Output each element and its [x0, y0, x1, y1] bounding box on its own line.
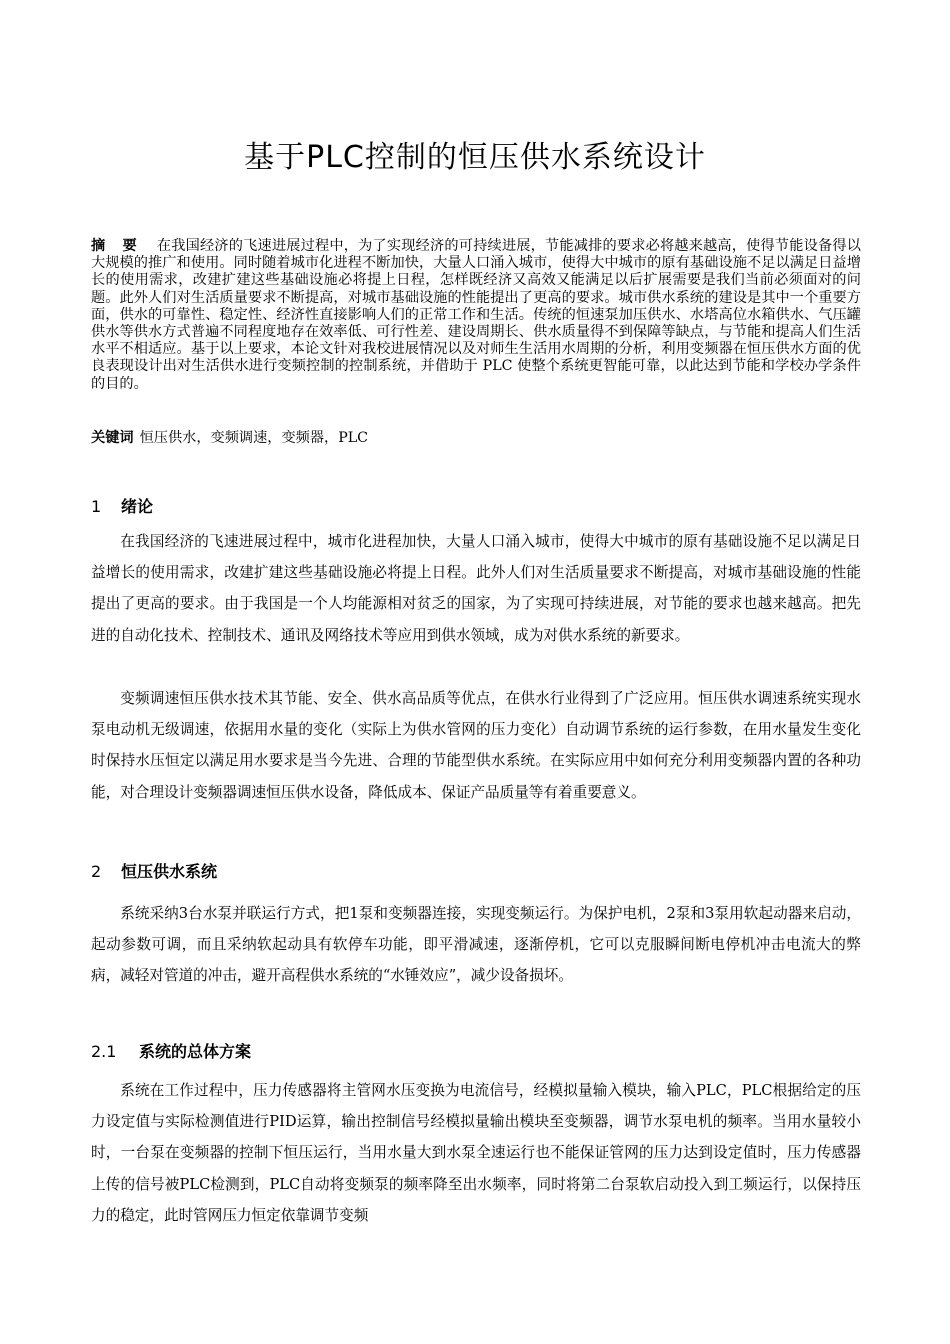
- section-1-paragraph-1: 在我国经济的飞速进展过程中，城市化进程加快，大量人口涌入城市，使得大中城市的原有基础设施不足以满足日益增长的使用需求，改建扩建这些基础设施必将提上日程。此外人们对生活质量要求不断提高，对城市基础设施的性能提出了更高的要求。由于我国是一个人均能源相对贫乏的国家，为了实现可持续进展，对节能的要求也越来越高。把先进的自动化技术、控制技术、通讯及网络技术等应用到供水领域，成为对供水系统的新要求。: [91, 533, 861, 644]
- keywords-text: 恒压供水，变频调速，变频器，PLC: [139, 430, 369, 446]
- section-2-1-heading: [91, 1039, 251, 1062]
- keywords: [91, 430, 861, 447]
- abstract-text: 在我国经济的飞速进展过程中，为了实现经济的可持续进展，节能减排的要求必将越来越高，使得节能设备得以大规模的推广和使用。同时随着城市化进程不断加快，大量人口涌入城市，使得大中城市的原有基础设施不足以满足日益增长的使用需求，改建扩建这些基础设施必将提上日程，怎样既经济又高效又能满足以后扩展需要是我们当前必须面对的问题。此外人们对生活质量要求不断提高，对城市基础设施的性能提出了更高的要求。城市供水系统的建设是其中一个重要方面，供水的可靠性、稳定性、经济性直接影响人们的正常工作和生活。传统的恒速泵加压供水、水塔高位水箱供水、气压罐供水等供水方式普遍不同程度地存在效率低、可行性差、建设周期长、供水质量得不到保障等缺点，与节能和提高人们生活水平不相适应。基于以上要求，本论文针对我校进展情况以及对师生生活用水周期的分析，利用变频器在恒压供水方面的优良表现设计出对生活供水进行变频控制的控制系统，并借助于 PLC 使整个系统更智能可靠，以此达到节能和学校办学条件的目的。: [91, 238, 861, 392]
- section-2-paragraph-1: 系统采纳3台水泵并联运行方式，把1泵和变频器连接，实现变频运行。为保护电机，2泵和3泵用软起动器来启动，起动参数可调，而且采纳软起动具有软停车功能，即平滑减速，逐渐停机，它可以克服瞬间断电停机冲击电流大的弊病，减轻对管道的冲击，避开高程供水系统的“水锤效应”，减少设备损坏。: [91, 905, 861, 985]
- section-2-number: 2: [91, 862, 102, 881]
- section-2-heading: [91, 859, 217, 882]
- document-title: 基于PLC控制的恒压供水系统设计: [244, 140, 706, 175]
- section-2-1-paragraph-1: 系统在工作过程中，压力传感器将主管网水压变换为电流信号，经模拟量输入模块，输入PLC，PLC根据给定的压力设定值与实际检测值进行PID运算，输出控制信号经模拟量输出模块至变频器，调节水泵电机的频率。当用水量较小时，一台泵在变频器的控制下恒压运行，当用水量大到水泵全速运行也不能保证管网的压力达到设定值时，压力传感器上传的信号被PLC检测到，PLC自动将变频泵的频率降至出水频率，同时将第二台泵软启动投入到工频运行，以保持压力的稳定，此时管网压力恒定依靠调节变频: [91, 1082, 861, 1224]
- section-1-paragraph-2: 变频调速恒压供水技术其节能、安全、供水高品质等优点，在供水行业得到了广泛应用。恒压供水调速系统实现水泵电动机无级调速，依据用水量的变化（实际上为供水管网的压力变化）自动调节系统的运行参数，在用水量发生变化时保持水压恒定以满足用水要求是当今先进、合理的节能型供水系统。在实际应用中如何充分利用变频器内置的各种功能，对合理设计变频器调速恒压供水设备，降低成本、保证产品质量等有着重要意义。: [91, 690, 861, 801]
- abstract: [91, 238, 861, 393]
- section-2-1-title: 系统的总体方案: [139, 1042, 252, 1061]
- section-1-heading: [91, 494, 153, 517]
- section-2-1-number: 2.1: [91, 1042, 117, 1061]
- abstract-label: 摘 要: [91, 238, 143, 254]
- keywords-label: 关键词: [91, 430, 134, 446]
- section-1-title: 绪论: [121, 497, 154, 516]
- section-1-number: 1: [91, 497, 102, 516]
- section-2-title: 恒压供水系统: [121, 862, 218, 881]
